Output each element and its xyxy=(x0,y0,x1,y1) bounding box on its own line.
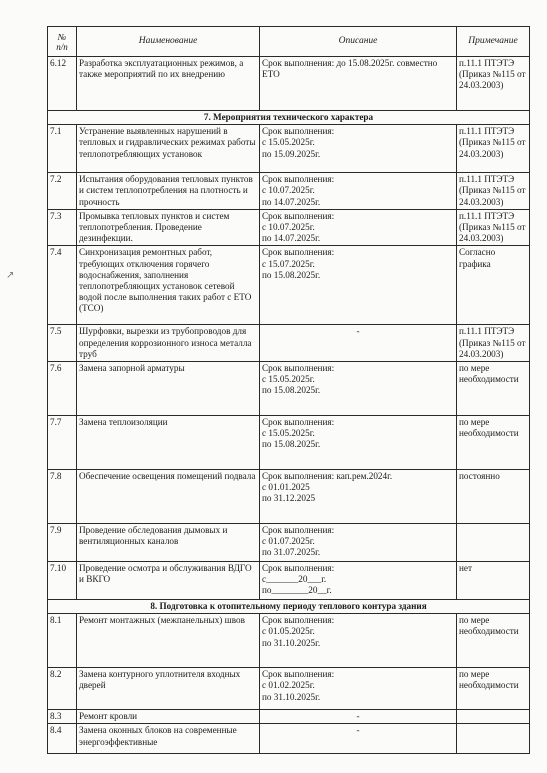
row-description: Срок выполнения: с 15.05.2025г. по 15.09.2025г. xyxy=(260,125,457,173)
margin-mark: ↗ xyxy=(6,270,15,281)
table-row xyxy=(48,470,530,524)
table-row xyxy=(48,246,530,325)
table-row xyxy=(48,125,530,173)
section-heading-row xyxy=(48,111,530,125)
table-row xyxy=(48,668,530,710)
row-name: Ремонт кровли xyxy=(77,710,260,724)
row-description: Срок выполнения: с 01.02.2025г. по 31.10.2025г. xyxy=(260,668,457,710)
row-name: Замена запорной арматуры xyxy=(77,362,260,416)
row-note: по мере необходимости xyxy=(457,416,530,470)
row-description: Срок выполнения: кап.рем.2024г. с 01.01.2025 по 31.12.2025 xyxy=(260,470,457,524)
table-row xyxy=(48,325,530,362)
row-number: 7.5 xyxy=(48,325,77,362)
row-number: 6.12 xyxy=(48,57,77,111)
table-row xyxy=(48,416,530,470)
row-number: 8.4 xyxy=(48,724,77,754)
table-row xyxy=(48,724,530,754)
section-heading-row xyxy=(48,600,530,614)
table-row xyxy=(48,57,530,111)
row-name: Обеспечение освещения помещений подвала xyxy=(77,470,260,524)
row-number: 8.2 xyxy=(48,668,77,710)
row-name: Ремонт монтажных (межпанельных) швов xyxy=(77,614,260,668)
row-number: 7.3 xyxy=(48,209,77,246)
row-description: Срок выполнения: с 15.05.2025г. по 15.08.2025г. xyxy=(260,416,457,470)
table-header-row xyxy=(48,27,530,57)
row-note: п.11.1 ПТЭТЭ (Приказ №115 от 24.03.2003) xyxy=(457,325,530,362)
row-number: 7.2 xyxy=(48,173,77,210)
measures-table xyxy=(47,26,530,754)
header-number: № п/п xyxy=(48,27,77,57)
row-note: п.11.1 ПТЭТЭ (Приказ №115 от 24.03.2003) xyxy=(457,57,530,111)
table-row xyxy=(48,562,530,600)
row-description: Срок выполнения: с 10.07.2025г. по 14.07.2025г. xyxy=(260,173,457,210)
row-name: Разработка эксплуатационных режимов, а также мероприятий по их внедрению xyxy=(77,57,260,111)
section-heading: 8. Подготовка к отопительному периоду теплового контура здания xyxy=(48,600,530,614)
row-description: Срок выполнения: с_______20___г. по________20__г. xyxy=(260,562,457,600)
row-number: 8.3 xyxy=(48,710,77,724)
table-row xyxy=(48,362,530,416)
row-description: Срок выполнения: с 15.07.2025г. по 15.08.2025г. xyxy=(260,246,457,325)
row-note: по мере необходимости xyxy=(457,614,530,668)
row-description: - xyxy=(260,325,457,362)
row-note: постоянно xyxy=(457,470,530,524)
row-name: Замена оконных блоков на современные энергоэффективные xyxy=(77,724,260,754)
row-note: по мере необходимости xyxy=(457,362,530,416)
row-note xyxy=(457,710,530,724)
row-name: Испытания оборудования тепловых пунктов и систем теплопотребления на плотность и прочность xyxy=(77,173,260,210)
table-row xyxy=(48,524,530,562)
row-description: Срок выполнения: с 01.07.2025г. по 31.07.2025г. xyxy=(260,524,457,562)
table-row xyxy=(48,710,530,724)
section-heading: 7. Мероприятия технического характера xyxy=(48,111,530,125)
row-name: Проведение осмотра и обслуживания ВДГО и ВКГО xyxy=(77,562,260,600)
row-name: Замена теплоизоляции xyxy=(77,416,260,470)
row-description: - xyxy=(260,710,457,724)
table-row xyxy=(48,173,530,210)
row-name: Синхронизация ремонтных работ, требующих отключения горячего водоснабжения, заполнения теплопотребляющих установок сетевой водой после выполнения таких работ с ЕТО (ТСО) xyxy=(77,246,260,325)
table-row xyxy=(48,614,530,668)
row-name: Устранение выявленных нарушений в тепловых и гидравлических режимах работы теплопотребляющих установок xyxy=(77,125,260,173)
row-note xyxy=(457,724,530,754)
row-name: Промывка тепловых пунктов и систем теплопотребления. Проведение дезинфекции. xyxy=(77,209,260,246)
row-description: Срок выполнения: до 15.08.2025г. совместно ЕТО xyxy=(260,57,457,111)
row-description: Срок выполнения: с 10.07.2025г. по 14.07.2025г. xyxy=(260,209,457,246)
row-description: Срок выполнения: с 01.05.2025г. по 31.10.2025г. xyxy=(260,614,457,668)
header-name: Наименование xyxy=(77,27,260,57)
header-description: Описание xyxy=(260,27,457,57)
row-description: - xyxy=(260,724,457,754)
row-name: Замена контурного уплотнителя входных дверей xyxy=(77,668,260,710)
header-note: Примечание xyxy=(457,27,530,57)
row-number: 7.6 xyxy=(48,362,77,416)
row-number: 7.8 xyxy=(48,470,77,524)
row-name: Проведение обследования дымовых и вентиляционных каналов xyxy=(77,524,260,562)
row-note: п.11.1 ПТЭТЭ (Приказ №115 от 24.03.2003) xyxy=(457,125,530,173)
row-note xyxy=(457,524,530,562)
row-number: 7.1 xyxy=(48,125,77,173)
table-row xyxy=(48,209,530,246)
row-note: нет xyxy=(457,562,530,600)
row-description: Срок выполнения: с 15.05.2025г. по 15.08.2025г. xyxy=(260,362,457,416)
row-number: 7.7 xyxy=(48,416,77,470)
row-note: п.11.1 ПТЭТЭ (Приказ №115 от 24.03.2003) xyxy=(457,173,530,210)
row-number: 7.10 xyxy=(48,562,77,600)
row-note: п.11.1 ПТЭТЭ (Приказ №115 от 24.03.2003) xyxy=(457,209,530,246)
row-number: 7.4 xyxy=(48,246,77,325)
row-number: 8.1 xyxy=(48,614,77,668)
row-note: по мере необходимости xyxy=(457,668,530,710)
row-number: 7.9 xyxy=(48,524,77,562)
row-name: Шурфовки, вырезки из трубопроводов для определения коррозионного износа металла труб xyxy=(77,325,260,362)
row-note: Согласно графика xyxy=(457,246,530,325)
